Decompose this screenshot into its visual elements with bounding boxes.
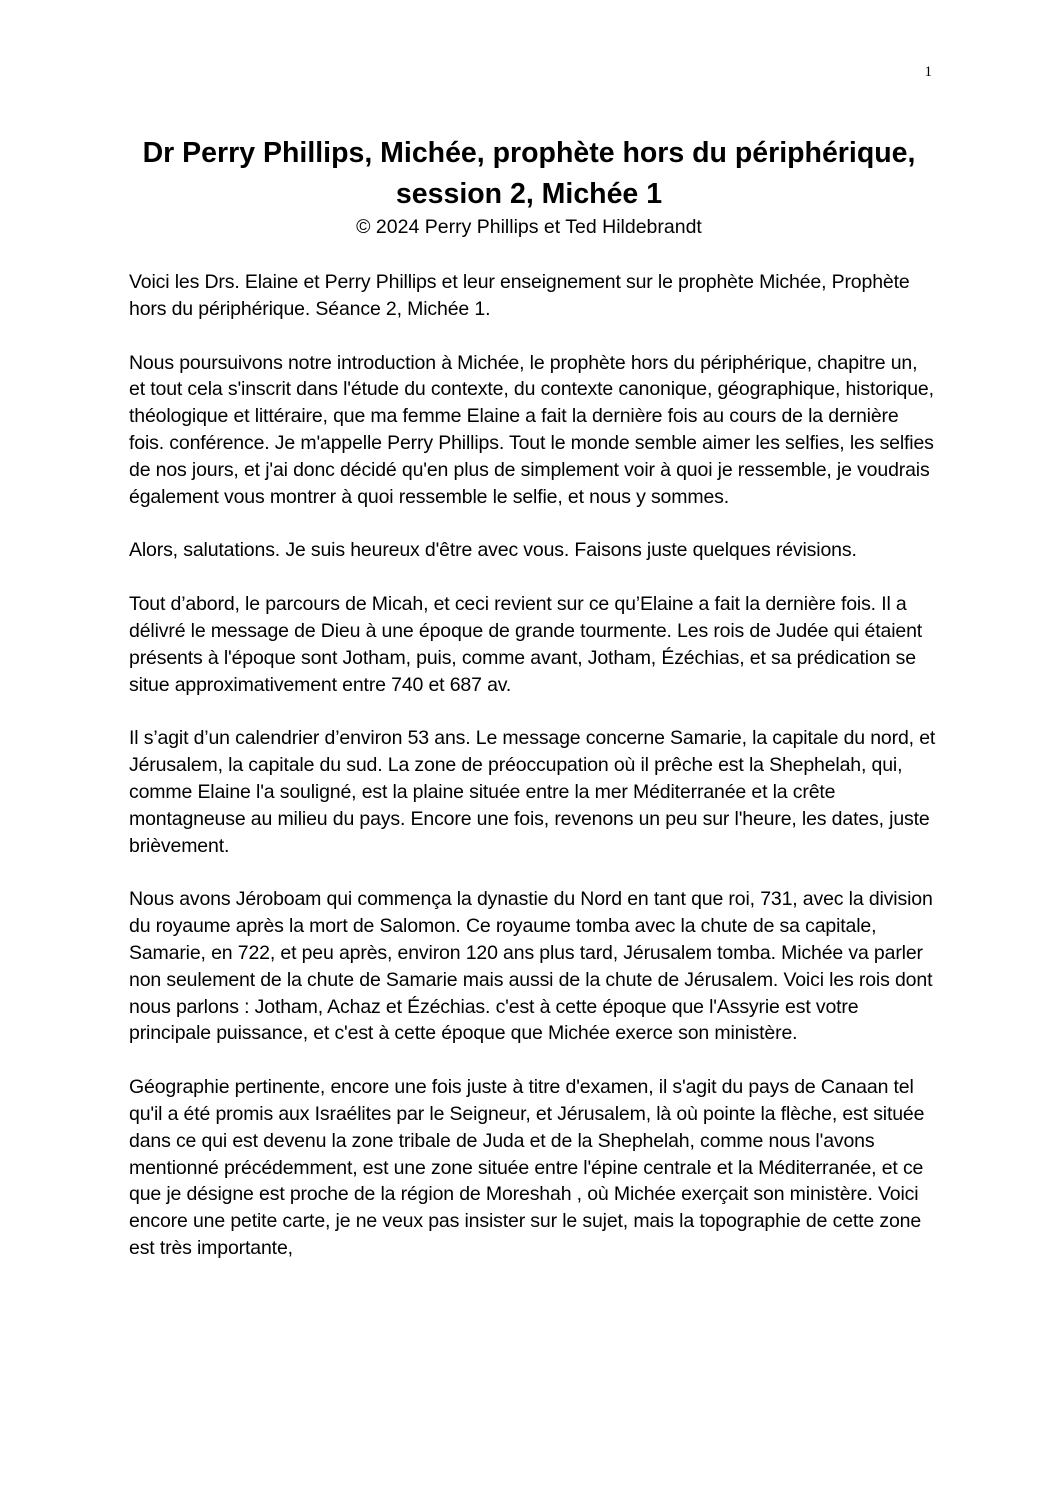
paragraph: Géographie pertinente, encore une fois juste à titre d'examen, il s'agit du pays de Canaan tel qu'il a été promis aux Israélites par le Seigneur, et Jérusalem, là où pointe la flèche, est située dans ce qui est devenu la zone tribale de Juda et de la Shephelah, comme nous l'avons mentionné précédemment, est une zone située entre l'épine centrale et la Méditerranée, et ce que je désigne est proche de la région de Moreshah , où Michée exerçait son ministère. Voici encore une petite carte, je ne veux pas insister sur le sujet, mais la topographie de cette zone est très importante, bbox=[129, 1076, 925, 1259]
paragraph: Tout d’abord, le parcours de Micah, et ceci revient sur ce qu’Elaine a fait la dernière fois. Il a délivré le message de Dieu à une époque de grande tourmente. Les rois de Judée qui étaient présents à l'époque sont Jotham, puis, comme avant, Jotham, Ézéchias, et sa prédication se situe approximativement entre 740 et 687 av. bbox=[129, 593, 923, 696]
copyright-line: © 2024 Perry Phillips et Ted Hildebrandt bbox=[356, 216, 702, 238]
paragraph: Alors, salutations. Je suis heureux d'être avec vous. Faisons juste quelques révisions. bbox=[129, 539, 857, 562]
page-number: 1 bbox=[924, 64, 932, 80]
document-body bbox=[129, 269, 937, 1289]
document-title: Dr Perry Phillips, Michée, prophète hors du périphérique, session 2, Michée 1 bbox=[142, 137, 916, 210]
paragraph: Il s’agit d’un calendrier d’environ 53 ans. Le message concerne Samarie, la capitale du nord, et Jérusalem, la capitale du sud. La zone de préoccupation où il prêche est la Shephelah, qui, comme Elaine l'a souligné, est la plaine située entre la mer Méditerranée et la crête montagneuse au milieu du pays. Encore une fois, revenons un peu sur l'heure, les dates, juste brièvement. bbox=[129, 727, 936, 857]
paragraph: Nous avons Jéroboam qui commença la dynastie du Nord en tant que roi, 731, avec la division du royaume après la mort de Salomon. Ce royaume tomba avec la chute de sa capitale, Samarie, en 722, et peu après, environ 120 ans plus tard, Jérusalem tomba. Michée va parler non seulement de la chute de Samarie mais aussi de la chute de Jérusalem. Voici les rois dont nous parlons : Jotham, Achaz et Ézéchias. c'est à cette époque que l'Assyrie est votre principale puissance, et c'est à cette époque que Michée exerce son ministère. bbox=[129, 888, 933, 1045]
paragraph: Voici les Drs. Elaine et Perry Phillips et leur enseignement sur le prophète Michée, Prophète hors du périphérique. Séance 2, Michée 1. bbox=[129, 271, 910, 320]
paragraph: Nous poursuivons notre introduction à Michée, le prophète hors du périphérique, chapitre un, et tout cela s'inscrit dans l'étude du contexte, du contexte canonique, géographique, historique, théologique et littéraire, que ma femme Elaine a fait la dernière fois au cours de la dernière fois. conférence. Je m'appelle Perry Phillips. Tout le monde semble aimer les selfies, les selfies de nos jours, et j'ai donc décidé qu'en plus de simplement voir à quoi je ressemble, je voudrais également vous montrer à quoi ressemble le selfie, et nous y sommes. bbox=[129, 351, 934, 508]
